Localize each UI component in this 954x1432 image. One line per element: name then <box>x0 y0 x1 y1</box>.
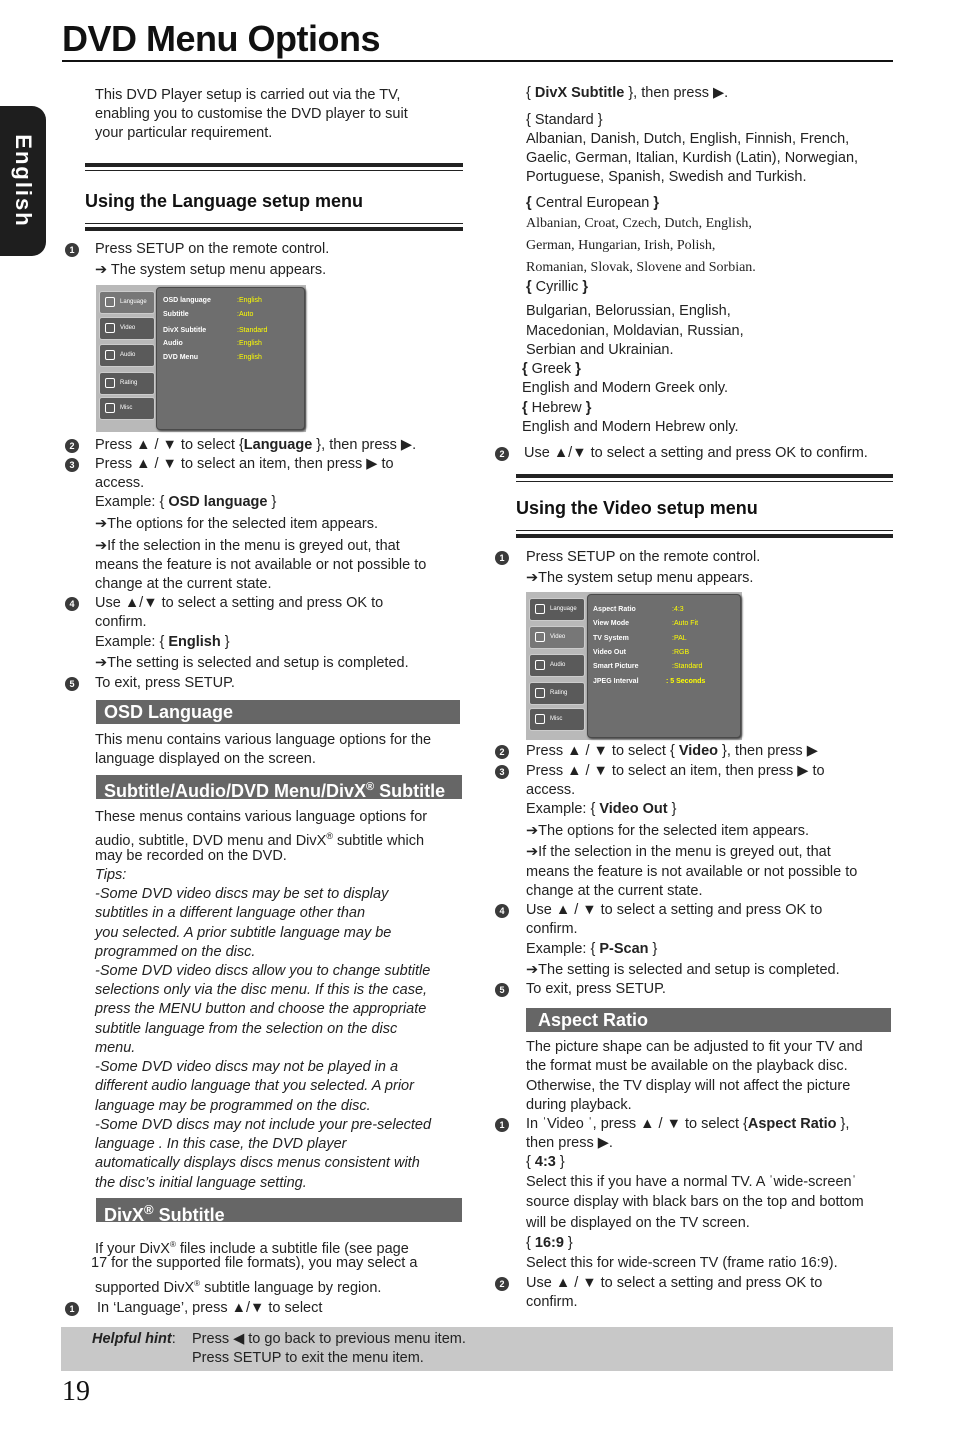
step-2-bold: Language <box>243 437 313 453</box>
brace: { <box>522 400 528 416</box>
text-part: In ˈVideo ˈ, press ▲ / ▼ to select { <box>526 1116 748 1132</box>
text-bold: Video <box>678 743 719 759</box>
menu-row-value-text: RGB <box>673 649 690 656</box>
text-bold: DivX Subtitle <box>534 85 625 101</box>
video-setup-heading: Using the Video setup menu <box>516 498 758 518</box>
tip-line: selections only via the disc menu. If this is the case, <box>95 982 428 998</box>
hebrew-heading <box>522 399 591 418</box>
intro-line-1: This DVD Player setup is carried out via the TV, <box>95 87 401 103</box>
a169-option <box>526 1234 573 1253</box>
speaker-icon <box>535 660 545 670</box>
section-rule-bottom <box>516 534 893 538</box>
menu-row-label: DVD Menu <box>163 354 198 361</box>
text-bold: Video Out <box>599 801 668 817</box>
v-step-2 <box>526 742 818 761</box>
menu-row-value-text: English <box>238 354 262 361</box>
document-icon <box>535 714 545 724</box>
greek-text: English and Modern Greek only. <box>522 380 729 396</box>
menu-row-value: : 5 Seconds <box>666 678 706 685</box>
step-4-line-2: confirm. <box>95 614 147 630</box>
text-part: }, <box>836 1116 850 1132</box>
text-part: }, then press ▶ <box>718 743 818 759</box>
v-step-4-example <box>526 940 657 959</box>
cyrillic-heading <box>526 278 588 297</box>
menu-tab-audio <box>529 654 585 677</box>
aspect-text-4: during playback. <box>526 1097 632 1113</box>
aspect-text-3: Otherwise, the TV display will not affect the picture <box>526 1078 851 1094</box>
step-3-note-3: change at the current state. <box>95 576 272 592</box>
step-2-text <box>95 436 416 455</box>
example-part: } <box>220 634 230 650</box>
brace: } <box>585 400 592 416</box>
text-part: } <box>667 801 677 817</box>
example-bold: English <box>168 634 221 650</box>
menu-row-value-text: English <box>238 340 262 347</box>
menu-row-value: :Standard <box>672 663 703 670</box>
title-rule <box>62 60 893 62</box>
a-step-1-cont: then press ▶. <box>526 1135 613 1151</box>
bar-part: Subtitle/Audio/DVD Menu/DivX <box>104 781 367 801</box>
text-bold: 16:9 <box>534 1235 564 1251</box>
menu-row-value: :RGB <box>672 649 690 656</box>
tip-line: language may be programmed on the disc. <box>95 1098 371 1114</box>
v-step-4-result: ➔The setting is selected and setup is completed. <box>526 962 840 978</box>
text-part: } <box>563 1235 573 1251</box>
a43-text-1: Select this if you have a normal TV. A ˈwide-screenˈ <box>526 1174 857 1190</box>
menu-tab-rating <box>99 372 155 395</box>
menu-row-value-text: Auto <box>238 311 254 318</box>
tip-line: subtitles in a different language other than <box>95 905 366 921</box>
menu-row-label: Subtitle <box>163 311 189 318</box>
a-step-2-line-2: confirm. <box>526 1294 578 1310</box>
ce-list-2: German, Hungarian, Irish, Polish, <box>526 238 716 253</box>
osd-text-2: language displayed on the screen. <box>95 751 316 767</box>
greek-heading <box>522 360 581 379</box>
step-number: 2 <box>495 1277 509 1291</box>
menu-row-label: Audio <box>163 340 183 347</box>
step-number: 1 <box>495 551 509 565</box>
bar-sup: ® <box>144 1202 154 1217</box>
divx-subtitle-bar <box>96 1198 462 1225</box>
v-step-3-result: ➔The options for the selected item appears. <box>526 823 809 839</box>
tip-line: language . In this case, the DVD player <box>95 1136 347 1152</box>
menu-tab-misc <box>99 397 155 420</box>
bar-part: DivX <box>104 1205 145 1225</box>
tip-line: you selected. A prior subtitle language may be <box>95 925 392 941</box>
subtitle-audio-bar <box>96 775 462 799</box>
osd-text-1: This menu contains various language options for the <box>95 732 432 748</box>
step-3-example <box>95 493 276 512</box>
menu-tab-label: Language <box>120 299 147 305</box>
ce-list-3: Romanian, Slovak, Slovene and Sorbian. <box>526 260 756 275</box>
text-part: } <box>555 1154 565 1170</box>
step-number: 4 <box>65 597 79 611</box>
group-name: Greek <box>527 361 576 377</box>
menu-row-label: Video Out <box>593 649 626 656</box>
step-number: 3 <box>495 765 509 779</box>
text-part: { <box>526 1154 535 1170</box>
menu-row-label: JPEG Interval <box>593 678 639 685</box>
menu-row-value-text: Standard <box>673 663 703 670</box>
menu-row-value-text: Auto Fit <box>673 620 699 627</box>
sub-text-3: may be recorded on the DVD. <box>95 848 287 864</box>
text-bold: P-Scan <box>599 941 649 957</box>
step-number: 2 <box>495 447 509 461</box>
menu-row-value: :English <box>237 297 262 304</box>
text-part: } <box>648 941 658 957</box>
tip-line: Tips: <box>95 867 127 883</box>
menu-row-value-text: 4:3 <box>673 606 684 613</box>
v-step-3-note-2: means the feature is not available or not possible to <box>526 864 858 880</box>
menu-row-value-text: Standard <box>238 327 268 334</box>
step-4-line-1: Use ▲/▼ to select a setting and press OK to <box>95 595 384 611</box>
group-name: Cyrillic <box>531 279 583 295</box>
menu-row-value-text: English <box>238 297 262 304</box>
divx-step-1: In ‘Language’, press ▲/▼ to select <box>97 1300 323 1316</box>
example-part: Example: { <box>95 634 169 650</box>
text-part: files include a subtitle file (see page <box>175 1240 409 1257</box>
tip-line: different audio language that you selected. A prior <box>95 1078 414 1094</box>
menu-tab-label: Audio <box>120 352 136 358</box>
v-step-1: Press SETUP on the remote control. <box>526 549 761 565</box>
central-european-heading <box>526 194 659 213</box>
standard-list-3: Portuguese, Spanish, Swedish and Turkish. <box>526 169 807 185</box>
menu-tab-label: Video <box>120 325 136 331</box>
text-bold: 4:3 <box>534 1154 556 1170</box>
menu-row-value: :English <box>237 354 262 361</box>
language-setup-menu-image <box>96 285 306 432</box>
tip-line: -Some DVD video discs may be set to display <box>95 886 389 902</box>
brace: } <box>575 361 581 377</box>
v-step-3-note-1: ➔If the selection in the menu is greyed out, that <box>526 844 831 860</box>
divx-text-2: 17 for the supported file formats), you may select a <box>91 1255 418 1271</box>
hint-line-2: Press SETUP to exit the menu item. <box>192 1350 424 1366</box>
step-4-result: ➔The setting is selected and setup is completed. <box>95 655 409 671</box>
intro-line-2: enabling you to customise the DVD player to suit <box>95 106 408 122</box>
menu-row-value-text: 5 Seconds <box>670 678 706 685</box>
hebrew-text: English and Modern Hebrew only. <box>522 419 739 435</box>
aspect-text-1: The picture shape can be adjusted to fit your TV and <box>526 1039 863 1055</box>
text-part: Example: { <box>526 801 600 817</box>
lock-icon <box>105 378 115 388</box>
menu-tab-misc <box>529 708 585 731</box>
brace: } <box>653 195 660 211</box>
a-step-2-line-1: Use ▲ / ▼ to select a setting and press OK to <box>526 1275 823 1291</box>
hint-label: Helpful hint <box>92 1331 172 1347</box>
section-rule-bottom-thin <box>85 223 463 224</box>
text-part: Example: { <box>526 941 600 957</box>
bar-part: Subtitle <box>374 781 446 801</box>
menu-tab-video <box>529 626 585 649</box>
step-1-result: ➔ The system setup menu appears. <box>95 262 327 278</box>
step-number: 3 <box>65 458 79 472</box>
v-step-3-line-1: Press ▲ / ▼ to select an item, then press ▶ to <box>526 763 825 779</box>
page-number: 19 <box>62 1376 90 1407</box>
bar-part: Subtitle <box>153 1205 225 1225</box>
step-2-part: Press ▲ / ▼ to select { <box>95 437 244 453</box>
menu-row-value: :Standard <box>237 327 268 334</box>
menu-tab-label: Misc <box>550 716 563 722</box>
text-part: Press ▲ / ▼ to select { <box>526 743 679 759</box>
brace: { <box>526 195 532 211</box>
menu-tab-label: Rating <box>550 690 568 696</box>
text-sup: ® <box>194 1279 201 1288</box>
text-part: audio, subtitle, DVD menu and DivX <box>95 832 327 849</box>
menu-options-panel <box>156 287 305 430</box>
step-2-part: }, then press ▶. <box>312 437 417 453</box>
menu-row-label: View Mode <box>593 620 630 627</box>
step-3-note-1: ➔If the selection in the menu is greyed out, that <box>95 538 400 554</box>
helpful-hint-box <box>61 1327 893 1371</box>
page-title: DVD Menu Options <box>62 18 380 59</box>
v-step-3-note-3: change at the current state. <box>526 883 703 899</box>
hint-label-line <box>92 1330 176 1349</box>
menu-row-value: :4:3 <box>672 606 684 613</box>
menu-row-label: Aspect Ratio <box>593 606 636 613</box>
menu-tab-label: Audio <box>550 662 566 668</box>
lang-step-2: Use ▲/▼ to select a setting and press OK to confirm. <box>524 445 868 461</box>
speaker-icon <box>105 350 115 360</box>
text-sup: ® <box>169 1240 176 1249</box>
language-setup-heading: Using the Language setup menu <box>85 191 364 211</box>
menu-row-label: OSD language <box>163 297 211 304</box>
text-bold: Aspect Ratio <box>747 1116 837 1132</box>
a-step-1 <box>526 1115 849 1134</box>
side-tab-label: English <box>11 134 36 228</box>
menu-tab-rating <box>529 682 585 705</box>
menu-tab-label: Language <box>550 606 577 612</box>
cy-list-3: Serbian and Ukrainian. <box>526 342 674 358</box>
menu-tab-language <box>529 598 585 621</box>
menu-row-label: DivX Subtitle <box>163 327 207 334</box>
step-3-result: ➔The options for the selected item appears. <box>95 516 378 532</box>
example-part: Example: { <box>95 494 169 510</box>
text-sup: ® <box>326 831 333 841</box>
tip-line: programmed on the disc. <box>95 944 256 960</box>
language-icon <box>535 604 545 614</box>
menu-tab-label: Rating <box>120 380 138 386</box>
step-number: 1 <box>495 1118 509 1132</box>
text-part: }, then press ▶. <box>624 85 729 101</box>
bar-sup: ® <box>366 781 375 793</box>
text-part: { <box>526 1235 535 1251</box>
section-rule-top <box>85 163 463 167</box>
step-5-text: To exit, press SETUP. <box>95 675 235 691</box>
a43-text-3: will be displayed on the TV screen. <box>526 1215 750 1231</box>
step-number: 1 <box>65 243 79 257</box>
video-icon <box>535 632 545 642</box>
tip-line: -Some DVD discs may not include your pre-selected <box>95 1117 432 1133</box>
step-4-example <box>95 633 230 652</box>
menu-tab-video <box>99 317 155 340</box>
step-1-text: Press SETUP on the remote control. <box>95 241 330 257</box>
language-side-tab <box>0 106 46 256</box>
menu-tab-audio <box>99 344 155 367</box>
section-rule-top-thin <box>516 481 893 482</box>
section-rule-top-thin <box>85 170 463 171</box>
tip-line: press the MENU button and choose the appropriate <box>95 1001 427 1017</box>
example-bold: OSD language <box>168 494 268 510</box>
brace: } <box>582 279 589 295</box>
group-name: Hebrew <box>527 400 586 416</box>
tip-line: -Some DVD video discs may not be played in a <box>95 1059 399 1075</box>
step-3-note-2: means the feature is not available or not possible to <box>95 557 427 573</box>
v-step-5: To exit, press SETUP. <box>526 981 666 997</box>
tip-line: -Some DVD video discs allow you to change subtitle <box>95 963 431 979</box>
video-setup-menu-image <box>526 592 742 740</box>
v-step-4-line-2: confirm. <box>526 921 578 937</box>
brace: { <box>526 279 532 295</box>
text-part: subtitle language by region. <box>200 1279 382 1296</box>
hint-line-1: Press ◀ to go back to previous menu item. <box>192 1331 466 1347</box>
step-number: 5 <box>65 677 79 691</box>
cy-list-2: Macedonian, Moldavian, Russian, <box>526 323 744 339</box>
divx-cont <box>526 84 728 103</box>
osd-language-bar: OSD Language <box>96 700 460 724</box>
v-step-4-line-1: Use ▲ / ▼ to select a setting and press OK to <box>526 902 823 918</box>
text-part: supported DivX <box>95 1279 195 1296</box>
section-rule-top <box>516 474 893 478</box>
standard-heading: { Standard } <box>526 112 603 128</box>
a43-option <box>526 1153 565 1172</box>
tip-line: the disc’s initial language setting. <box>95 1175 307 1191</box>
lock-icon <box>535 688 545 698</box>
intro-line-3: your particular requirement. <box>95 125 273 141</box>
ce-list-1: Albanian, Croat, Czech, Dutch, English, <box>526 216 752 231</box>
menu-row-label: TV System <box>593 635 629 642</box>
menu-row-value: :PAL <box>672 635 687 642</box>
a169-text: Select this for wide-screen TV (frame ratio 16:9). <box>526 1255 838 1271</box>
menu-row-value-text: PAL <box>673 635 687 642</box>
document-icon <box>105 403 115 413</box>
menu-row-value: :Auto Fit <box>672 620 699 627</box>
step-number: 5 <box>495 983 509 997</box>
menu-tab-label: Video <box>550 634 566 640</box>
menu-tab-language <box>99 291 155 314</box>
step-number: 2 <box>65 439 79 453</box>
sub-text-1: These menus contains various language options for <box>95 809 428 825</box>
step-number: 2 <box>495 745 509 759</box>
section-rule-bottom-thin <box>516 530 893 531</box>
step-number: 1 <box>65 1302 79 1316</box>
step-number: 4 <box>495 904 509 918</box>
section-rule-bottom <box>85 227 463 231</box>
tip-line: menu. <box>95 1040 136 1056</box>
divx-text-3 <box>95 1274 381 1298</box>
hint-colon: : <box>171 1331 176 1347</box>
menu-row-label: Smart Picture <box>593 663 639 670</box>
text-part: { <box>526 85 535 101</box>
video-icon <box>105 323 115 333</box>
a43-text-2: source display with black bars on the top and bottom <box>526 1194 864 1210</box>
example-part: } <box>267 494 277 510</box>
v-step-3-line-2: access. <box>526 782 576 798</box>
group-name: Central European <box>531 195 654 211</box>
v-step-3-example <box>526 800 676 819</box>
menu-row-value: :English <box>237 340 262 347</box>
text-part: If your DivX <box>95 1240 170 1257</box>
v-step-1-result: ➔The system setup menu appears. <box>526 570 754 586</box>
language-icon <box>105 297 115 307</box>
standard-list-1: Albanian, Danish, Dutch, English, Finnish, French, <box>526 131 850 147</box>
menu-row-value: :Auto <box>237 311 254 318</box>
aspect-text-2: the format must be available on the playback disc. <box>526 1058 848 1074</box>
step-3-line-1: Press ▲ / ▼ to select an item, then press ▶ to <box>95 456 394 472</box>
aspect-ratio-bar: Aspect Ratio <box>526 1008 891 1032</box>
standard-list-2: Gaelic, German, Italian, Kurdish (Latin), Norwegian, <box>526 150 859 166</box>
step-3-line-2: access. <box>95 475 145 491</box>
tip-line: automatically displays discs menus consistent with <box>95 1155 420 1171</box>
cy-list-1: Bulgarian, Belorussian, English, <box>526 303 731 319</box>
text-part: subtitle which <box>332 832 425 849</box>
menu-tab-label: Misc <box>120 405 133 411</box>
tip-line: subtitle language from the selection on the disc <box>95 1021 398 1037</box>
menu-options-panel <box>587 594 741 738</box>
brace: { <box>522 361 528 377</box>
